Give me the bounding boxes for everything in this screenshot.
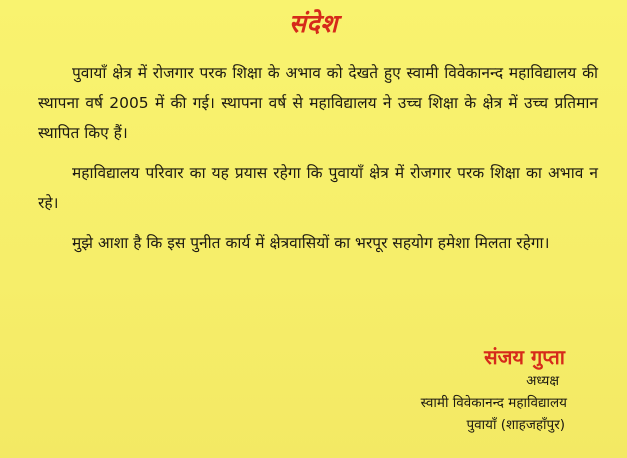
signatory-name: संजय गुप्ता: [484, 345, 565, 369]
page-title: संदेश: [289, 9, 338, 38]
signature-block: [367, 344, 567, 436]
paragraph-hope: मुझे आशा है कि इस पुनीत कार्य में क्षेत्रवासियों का भरपूर सहयोग हमेशा मिलता रहेगा।: [72, 234, 550, 252]
paragraph-establishment: पुवायाँ क्षेत्र में रोजगार परक शिक्षा के अभाव को देखते हुए स्वामी विवेकानन्द महाविद्यालय की स्थापना वर्ष 2005 में की गई। स्थापना वर्ष से महाविद्यालय ने उच्च शिक्षा के क्षेत्र में उच्च प्रतिमान स्थापित किए हैं।: [38, 64, 598, 142]
institution-name: स्वामी विवेकानन्द महाविद्यालय: [420, 395, 567, 411]
paragraph-effort: महाविद्यालय परिवार का यह प्रयास रहेगा कि पुवायाँ क्षेत्र में रोजगार परक शिक्षा का अभाव न रहे।: [38, 164, 598, 212]
message-body: [38, 58, 598, 268]
signatory-role: अध्यक्ष: [526, 373, 559, 389]
institution-location: पुवायाँ (शाहजहाँपुर): [466, 417, 565, 433]
